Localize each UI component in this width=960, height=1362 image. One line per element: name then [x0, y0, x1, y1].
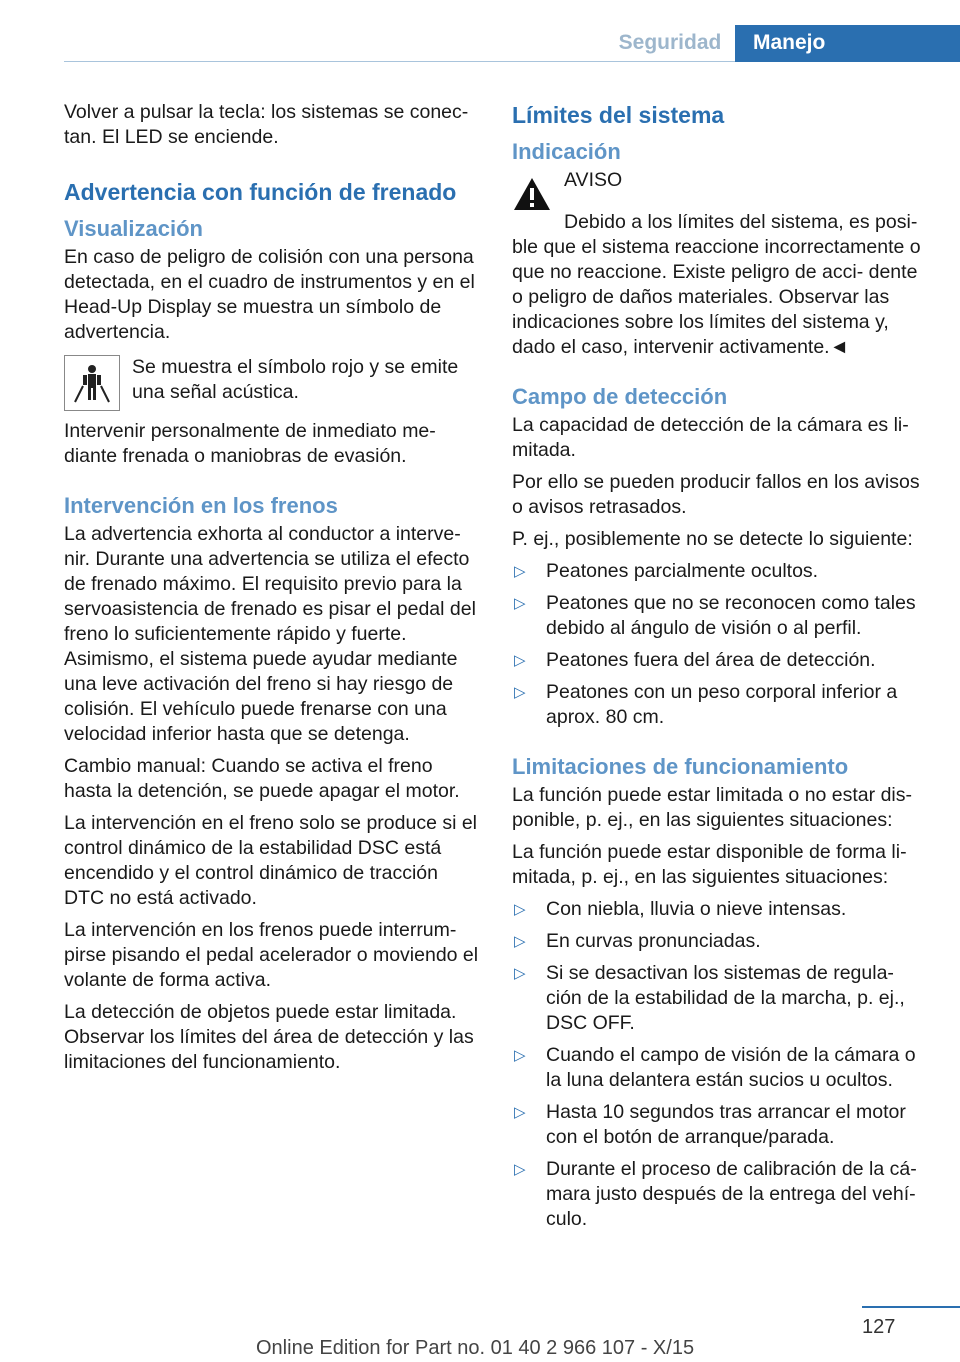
bullet-arrow-icon: ▷ [514, 933, 526, 950]
warning-triangle-icon [512, 176, 552, 212]
right-column [512, 100, 926, 1239]
visual-paragraph: En caso de peligro de colisión con una persona detectada, en el cuadro de instrumentos y en el Head-Up Display se muestra un símbolo de advertencia. [64, 246, 475, 343]
pedestrian-warning-icon [64, 355, 120, 411]
limitations-list [512, 897, 926, 1232]
footer-rule [862, 1306, 960, 1308]
bullet-arrow-icon: ▷ [514, 1104, 526, 1121]
limitations-paragraph-1: La función puede estar limitada o no estar dis‐ ponible, p. ej., en las siguientes situaciones: [512, 784, 912, 831]
bullet-arrow-icon: ▷ [514, 652, 526, 669]
field-paragraph-2: Por ello se pueden producir fallos en los avisos o avisos retrasados. [512, 471, 920, 518]
left-column [64, 100, 482, 1082]
page-number: 127 [862, 1316, 896, 1338]
brakes-paragraph-3: La intervención en el freno solo se produce si el control dinámico de la estabilidad DSC está encendido y el control dinámico de tracción DTC no está activado. [64, 812, 478, 909]
list-item: ▷ Peatones con un peso corporal inferior a aprox. 80 cm. [514, 681, 898, 728]
list-item: ▷ En curvas pronunciadas. [514, 930, 761, 952]
notice-block [512, 168, 926, 212]
icon-description: Se muestra el símbolo rojo y se emite una señal acústica. [132, 356, 459, 403]
list-item: ▷ Peatones fuera del área de detección. [514, 649, 876, 671]
tab-seguridad[interactable]: Seguridad [618, 31, 722, 54]
bullet-arrow-icon: ▷ [514, 965, 526, 982]
subsection-title-field: Campo de detección [512, 384, 728, 409]
intro-paragraph: Volver a pulsar la tecla: los sistemas se conec‐ tan. El LED se enciende. [64, 101, 469, 148]
limitations-paragraph-2: La función puede estar disponible de forma li‐ mitada, p. ej., en las siguientes situaciones: [512, 841, 907, 888]
brakes-paragraph-4: La intervención en los frenos puede interrum‐ pirse pisando el pedal acelerador o moviendo el volante de forma activa. [64, 919, 479, 991]
bullet-arrow-icon: ▷ [514, 901, 526, 918]
pedestrian-warning-row [64, 355, 482, 411]
tab-manejo[interactable]: Manejo [735, 25, 960, 62]
field-list [512, 559, 926, 730]
section-title-limits: Límites del sistema [512, 102, 725, 128]
subsection-title-limitations: Limitaciones de funcionamiento [512, 754, 849, 779]
bullet-arrow-icon: ▷ [514, 1047, 526, 1064]
section-title-warning: Advertencia con función de frenado [64, 179, 457, 205]
list-item: ▷ Cuando el campo de visión de la cámara o la luna delantera están sucios u ocultos. [514, 1044, 916, 1091]
subsection-title-visual: Visualización [64, 216, 203, 241]
brakes-paragraph-2: Cambio manual: Cuando se activa el freno hasta la detención, se puede apagar el motor. [64, 755, 460, 802]
list-item: ▷ Si se desactivan los sistemas de regula‐ ción de la estabilidad de la marcha, p. ej., DSC OFF. [514, 962, 905, 1034]
list-item: ▷ Peatones que no se reconocen como tales debido al ángulo de visión o al perfil. [514, 592, 916, 639]
bullet-arrow-icon: ▷ [514, 1161, 526, 1178]
field-paragraph-3: P. ej., posiblemente no se detecte lo siguiente: [512, 528, 913, 550]
brakes-paragraph-5: La detección de objetos puede estar limitada. Observar los límites del área de detección y las limitaciones del funcionamiento. [64, 1001, 474, 1073]
notice-title: AVISO [564, 169, 623, 191]
bullet-arrow-icon: ▷ [514, 684, 526, 701]
list-item: ▷ Hasta 10 segundos tras arrancar el motor con el botón de arranque/parada. [514, 1101, 906, 1148]
field-paragraph-1: La capacidad de detección de la cámara es li‐ mitada. [512, 414, 909, 461]
list-item: ▷ Durante el proceso de calibración de la cá‐ mara justo después de la entrega del vehí‐ culo. [514, 1158, 917, 1230]
notice-text: Debido a los límites del sistema, es posi‐ ble que el sistema reaccione incorrectamente o que no reaccione. Existe peligro de acci‐ dente o peligro de daños materiales. Observar las indicaciones sobre los límites del sistema y, dado el caso, intervenir activamente.◄ [512, 211, 921, 358]
intervene-paragraph: Intervenir personalmente de inmediato me‐ diante frenada o maniobras de evasión. [64, 420, 436, 467]
list-item: ▷ Con niebla, lluvia o nieve intensas. [514, 898, 847, 920]
edition-footer: Online Edition for Part no. 01 40 2 966 107 - X/15 [256, 1337, 695, 1359]
subsection-title-brakes: Intervención en los frenos [64, 493, 338, 518]
brakes-paragraph-1: La advertencia exhorta al conductor a interve‐ nir. Durante una advertencia se utiliza el efecto de frenado máximo. El requisito previo para la servoasistencia de frenado es pisar el pedal del freno lo suficientemente rápido y fuerte. Asimismo, el sistema puede ayudar mediante una leve activación del freno si hay riesgo de colisión. El vehículo puede frenarse con una velocidad inferior hasta que se detenga. [64, 523, 476, 745]
bullet-arrow-icon: ▷ [514, 563, 526, 580]
bullet-arrow-icon: ▷ [514, 595, 526, 612]
subsection-title-indication: Indicación [512, 139, 621, 164]
list-item: ▷ Peatones parcialmente ocultos. [514, 560, 819, 582]
